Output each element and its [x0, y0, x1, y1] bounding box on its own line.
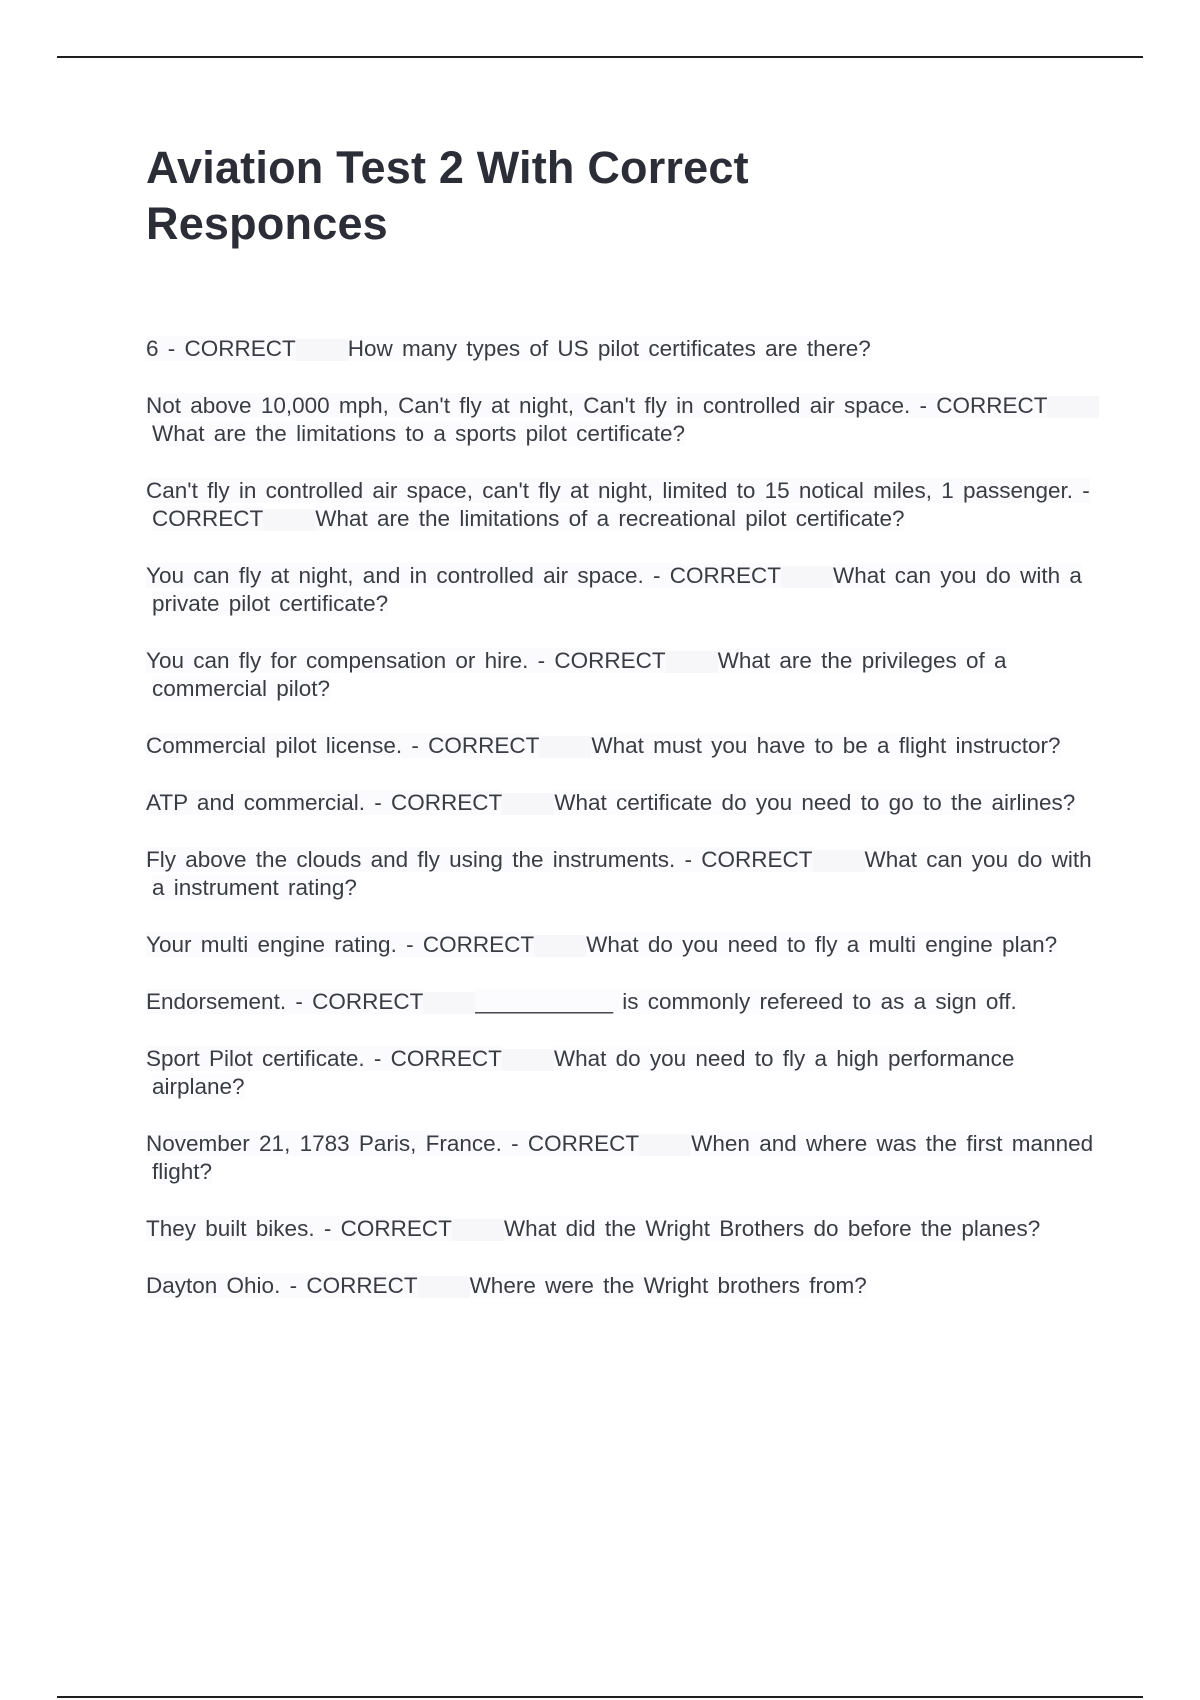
answer-question-gap [502, 1049, 554, 1071]
document-title: Aviation Test 2 With Correct Responces [146, 142, 749, 249]
qa-item [146, 562, 1102, 618]
answer-question-gap [639, 1134, 691, 1156]
top-rule [57, 56, 1143, 58]
answer-text: Endorsement. - CORRECT [146, 989, 424, 1014]
answer-text: Your multi engine rating. - CORRECT [146, 932, 535, 957]
answer-text: You can fly for compensation or hire. - CORRECT [146, 648, 666, 673]
qa-item [146, 1045, 1102, 1101]
qa-list [146, 335, 1096, 1300]
question-text: What must you have to be a flight instructor? [591, 733, 1061, 758]
qa-item [146, 732, 1102, 760]
answer-question-gap [539, 736, 591, 758]
question-text: What are the limitations to a sports pilot certificate? [152, 421, 685, 446]
answer-question-gap [502, 793, 554, 815]
question-text: What can you do with a private pilot certificate? [152, 563, 1082, 616]
bottom-rule [57, 1696, 1143, 1698]
answer-text: You can fly at night, and in controlled air space. - CORRECT [146, 563, 781, 588]
answer-question-gap [452, 1219, 504, 1241]
question-text: ___________ is commonly refereed to as a sign off. [475, 989, 1017, 1014]
answer-question-gap [813, 850, 865, 872]
answer-text: Dayton Ohio. - CORRECT [146, 1273, 418, 1298]
qa-item [146, 789, 1102, 817]
question-text: How many types of US pilot certificates are there? [347, 336, 871, 361]
question-text: What can you do with a instrument rating? [152, 847, 1092, 900]
question-text: When and where was the first manned flight? [152, 1131, 1094, 1184]
qa-item [146, 647, 1102, 703]
document-body [146, 140, 1096, 1329]
answer-text: Sport Pilot certificate. - CORRECT [146, 1046, 502, 1071]
answer-question-gap [263, 509, 315, 531]
qa-item [146, 988, 1102, 1016]
answer-text: Commercial pilot license. - CORRECT [146, 733, 540, 758]
answer-question-gap [1047, 396, 1099, 418]
question-text: What certificate do you need to go to the airlines? [554, 790, 1076, 815]
answer-text: Not above 10,000 mph, Can't fly at night, Can't fly in controlled air space. - CORRECT [146, 393, 1048, 418]
qa-item [146, 1272, 1102, 1300]
question-text: What do you need to fly a multi engine plan? [586, 932, 1058, 957]
answer-text: Fly above the clouds and fly using the instruments. - CORRECT [146, 847, 813, 872]
qa-item [146, 392, 1102, 448]
qa-item [146, 846, 1102, 902]
question-text: Where were the Wright brothers from? [469, 1273, 867, 1298]
answer-question-gap [534, 935, 586, 957]
qa-item [146, 931, 1102, 959]
answer-question-gap [296, 339, 348, 361]
answer-text: 6 - CORRECT [146, 336, 296, 361]
question-text: What are the privileges of a commercial pilot? [152, 648, 1007, 701]
answer-text: November 21, 1783 Paris, France. - CORRECT [146, 1131, 640, 1156]
answer-question-gap [781, 566, 833, 588]
qa-item [146, 477, 1102, 533]
answer-question-gap [418, 1276, 470, 1298]
question-text: What did the Wright Brothers do before the planes? [503, 1216, 1041, 1241]
answer-text: They built bikes. - CORRECT [146, 1216, 452, 1241]
answer-text: ATP and commercial. - CORRECT [146, 790, 503, 815]
qa-item [146, 335, 1102, 363]
answer-text: Can't fly in controlled air space, can't fly at night, limited to 15 notical miles, 1 passenger. - CORRECT [146, 478, 1090, 531]
qa-item [146, 1130, 1102, 1186]
qa-item [146, 1215, 1102, 1243]
question-text: What are the limitations of a recreational pilot certificate? [315, 506, 905, 531]
question-text: What do you need to fly a high performance airplane? [152, 1046, 1015, 1099]
answer-question-gap [666, 651, 718, 673]
answer-question-gap [423, 992, 475, 1014]
